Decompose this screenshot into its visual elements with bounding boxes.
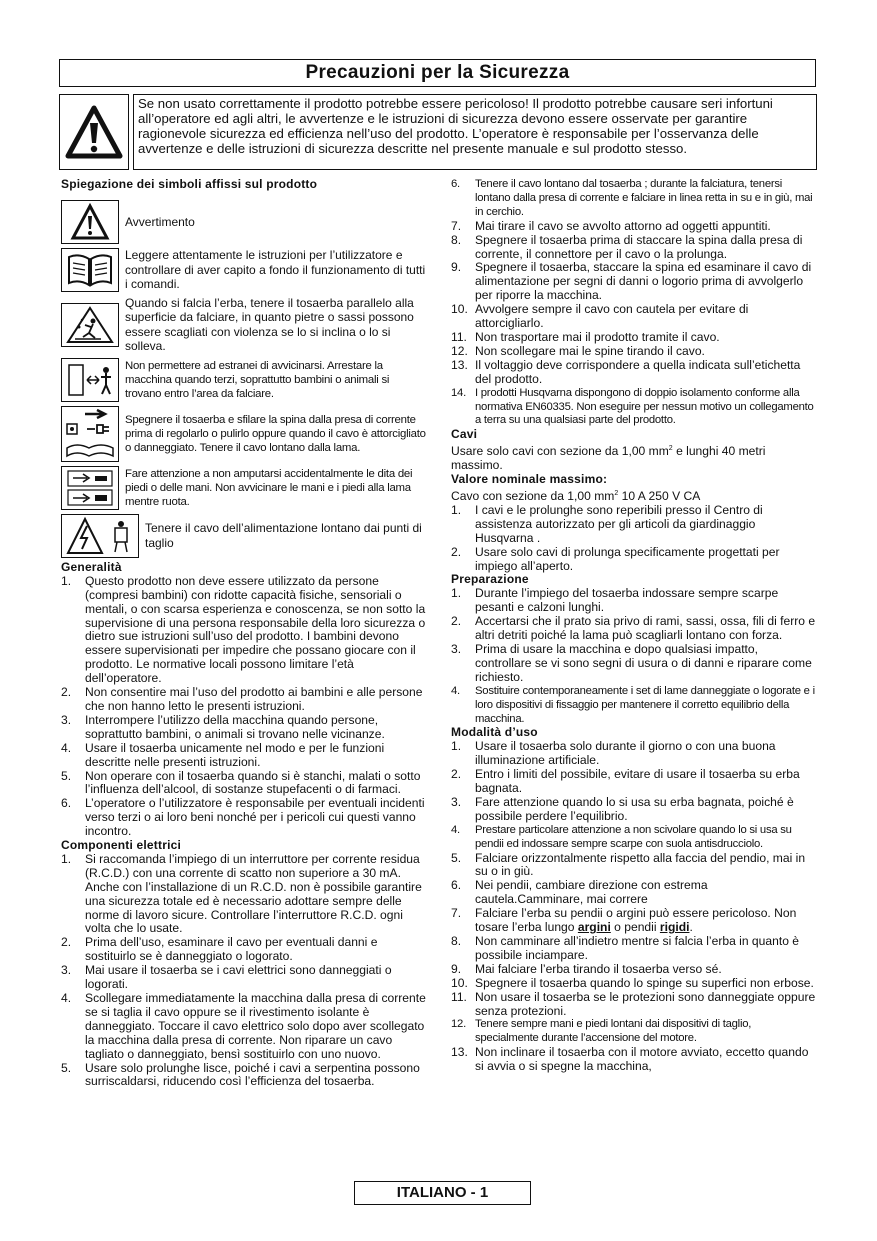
- modalita-heading: Modalità d’uso: [451, 725, 538, 740]
- componenti-list-right: [451, 178, 817, 428]
- list-item: 10. Spegnere il tosaerba quando lo spinge su superfici non erbose.: [451, 975, 814, 990]
- list-item: 6. Tenere il cavo lontano dal tosaerba ; durante la falciatura, tenersi lontano dalla presa di corrente e falciare in linea retta in su e in giù, mai in cerchio.: [451, 178, 813, 218]
- list-item: 4. Scollegare immediatamente la macchina dalla presa di corrente se si taglia il cavo oppure se il rivestimento isolante è danneggiato. Toccare il cavo elettrico solo dopo aver scollegato la macchina dalla presa di corrente. Non riparare un cavo tagliato o danneggiato, bensì sostituirlo con uno nuovo.: [61, 991, 426, 1061]
- list-item: 2. Entro i limiti del possibile, evitare di usare il tosaerba su erba bagnata.: [451, 767, 800, 796]
- symbol-text: Fare attenzione a non amputarsi accidentalmente le dita dei piedi o delle mani. Non avvicinare le mani e i piedi alla lama mentre ruota.: [125, 467, 413, 508]
- left-column: [61, 178, 428, 1089]
- electric-cable-icon: [61, 514, 139, 558]
- list-item: 14. I prodotti Husqvarna dispongono di doppio isolamento conforme alla normativa EN60335. Non eseguire per nessun motivo un collegamento a terra su una qualsiasi parte del prodotto.: [451, 386, 814, 427]
- warning-triangle-icon: [59, 94, 129, 170]
- symbol-row: [61, 200, 428, 244]
- cavi-heading: Cavi: [451, 427, 478, 442]
- list-item: 11. Non usare il tosaerba se le protezioni sono danneggiate oppure senza protezioni.: [451, 989, 816, 1018]
- symbol-row: [61, 466, 428, 510]
- valore-text: Cavo con sezione da 1,00 $mm^2$ 10 A 250 V CA: [451, 489, 701, 503]
- list-item: 11. Non trasportare mai il prodotto tramite il cavo.: [451, 329, 720, 344]
- list-item: 2. Usare solo cavi di prolunga specificamente progettati per impiego all’aperto.: [451, 544, 780, 573]
- list-item: 1. Durante l’impiego del tosaerba indossare sempre scarpe pesanti e calzoni lunghi.: [451, 586, 779, 615]
- list-item: 4. Sostituire contemporaneamente i set di lame danneggiate o logorate e i loro dispositivi di fissaggio per mantenere il corretto equilibrio della macchina.: [451, 684, 815, 725]
- symbol-row: [61, 406, 428, 462]
- page-title: Precauzioni per la Sicurezza: [59, 59, 816, 87]
- symbol-row: [61, 514, 428, 558]
- symbols-heading: Spiegazione dei simboli affissi sul prodotto: [61, 177, 318, 191]
- list-item: 3. Prima di usare la macchina e dopo qualsiasi impatto, controllare se vi sono segni di usura o di danni e riparare come richiesto.: [451, 641, 812, 684]
- generalita-heading: Generalità: [61, 559, 122, 574]
- generalita-list: [61, 575, 428, 839]
- warning-triangle-icon: [61, 200, 119, 244]
- list-item: 7. Mai tirare il cavo se avvolto attorno ad oggetti appuntiti.: [451, 218, 771, 233]
- page-footer: ITALIANO - 1: [354, 1181, 531, 1205]
- list-item: 9. Mai falciare l’erba tirando il tosaerba verso sé.: [451, 961, 722, 976]
- list-item: 5. Usare solo prolunghe lisce, poiché i cavi a serpentina possono surriscaldarsi, riducendo così l’efficienza del tosaerba.: [61, 1060, 420, 1089]
- list-item: 5. Non operare con il tosaerba quando si è stanchi, malati o sotto l’influenza dell’alcool, di sostanze stupefacenti o di farmaci.: [61, 768, 421, 797]
- list-item: 6. L’operatore o l’utilizzatore è responsabile per eventuali incidenti verso terzi o ai loro beni nonché per i pericoli cui questi vanno incontro.: [61, 796, 425, 839]
- list-item: 1. Si raccomanda l’impiego di un interruttore per corrente residua (R.C.D.) con una corrente di scatto non superiore a 30 mA. Anche con l’installazione di un R.C.D. non è possibile garantire una sicurezza totale ed è necessario adottare sempre delle norme di lavoro sicure. Controllare l’interruttore R.C.D. ogni volta che lo usate.: [61, 851, 422, 936]
- list-item: 9. Spegnere il tosaerba, staccare la spina ed esaminare il cavo di alimentazione per segni di danni o logorio prima di avvolgerlo per riporre la macchina.: [451, 260, 812, 303]
- list-item: 4. Prestare particolare attenzione a non scivolare quando lo si usa su pendii ed indossare sempre scarpe con suola antisdrucciolo.: [451, 823, 792, 850]
- symbol-row: [61, 248, 428, 292]
- list-item: 3. Fare attenzione quando lo si usa su erba bagnata, poiché è possibile perdere l’equilibrio.: [451, 794, 794, 823]
- preparazione-list: [451, 587, 817, 726]
- cavi-text: Usare solo cavi con sezione da 1,00 $mm^2$ e lunghi 40 metri massimo.: [451, 444, 766, 473]
- list-item: 8. Non camminare all’indietro mentre si falcia l’erba in quanto è possibile inciampare.: [451, 934, 800, 962]
- preparazione-heading: Preparazione: [451, 572, 529, 587]
- list-item: 5. Falciare orizzontalmente rispetto alla faccia del pendio, mai in su o in giù.: [451, 850, 806, 879]
- open-book-icon: [61, 248, 119, 292]
- keep-distance-icon: [61, 358, 119, 402]
- componenti-heading: Componenti elettrici: [61, 838, 182, 853]
- symbol-text: Tenere il cavo dell’alimentazione lontano dai punti di taglio: [145, 521, 422, 550]
- list-item: 1. Usare il tosaerba solo durante il giorno o con una buona illuminazione artificiale.: [451, 739, 776, 768]
- symbol-text: Avvertimento: [125, 214, 195, 229]
- intro-warning-text: Se non usato correttamente il prodotto potrebbe essere pericoloso! Il prodotto potrebbe causare seri infortuni all’operatore ed agli altri, le avvertenze e le istruzioni di sicurezza devono essere osservate per garantire ragionevole sicurezza ed efficienza nell’uso del prodotto. L’operatore è responsabile per l’osservanza delle avvertenze e delle istruzioni di sicurezza descritte nel presente manuale e sul prodotto stesso.: [133, 94, 817, 170]
- list-item: 12. Non scollegare mai le spine tirando il cavo.: [451, 343, 705, 358]
- symbol-row: [61, 296, 428, 354]
- flying-debris-icon: [61, 303, 119, 347]
- symbol-row: [61, 358, 428, 402]
- valore-heading: Valore nominale massimo:: [451, 472, 608, 487]
- list-item: 8. Spegnere il tosaerba prima di staccare la spina dalla presa di corrente, il connettore per il cavo o la prolunga.: [451, 232, 803, 261]
- list-item: 2. Prima dell’uso, esaminare il cavo per eventuali danni e sostituirlo se è danneggiato o logorato.: [61, 935, 378, 964]
- list-item: 1. I cavi e le prolunghe sono reperibili presso il Centro di assistenza autorizzato per gli articoli da giardinaggio Husqvarna .: [451, 502, 763, 545]
- list-item: 3. Mai usare il tosaerba se i cavi elettrici sono danneggiati o logorati.: [61, 963, 392, 992]
- list-item: 13. Non inclinare il tosaerba con il motore avviato, eccetto quando si avvia o si spegne la macchina,: [451, 1045, 809, 1074]
- list-item: 7. Falciare l’erba su pendii o argini può essere pericoloso. Non tosare l’erba lungo argini o pendii rigidi.: [451, 906, 797, 935]
- symbol-text: Spegnere il tosaerba e sfilare la spina dalla presa di corrente prima di regolarlo o pulirlo oppure quando il cavo è attorcigliato o danneggiato. Tenere il cavo lontano dalla lama.: [125, 413, 426, 454]
- list-item: 10. Avvolgere sempre il cavo con cautela per evitare di attorcigliarlo.: [451, 302, 749, 331]
- modalita-list: [451, 740, 817, 1074]
- blade-hand-foot-icon: [61, 466, 119, 510]
- list-item: 4. Usare il tosaerba unicamente nel modo e per le funzioni descritte nelle presenti istruzioni.: [61, 740, 385, 769]
- symbol-text: Non permettere ad estranei di avvicinarsi. Arrestare la macchina quando terzi, soprattutto bambini o animali si trovano entro l’area da falciare.: [125, 359, 390, 400]
- unplug-icon: [61, 406, 119, 462]
- list-item: 2. Non consentire mai l’uso del prodotto ai bambini e alle persone che non hanno letto le presenti istruzioni.: [61, 685, 423, 713]
- list-item: 6. Nei pendii, cambiare direzione con estrema cautela.Camminare, mai correre: [451, 878, 708, 907]
- valore-list: [451, 504, 817, 574]
- componenti-list-left: [61, 853, 428, 1089]
- symbol-text: Leggere attentamente le istruzioni per l’utilizzatore e controllare di aver capito a fondo il funzionamento di tutti i comandi.: [125, 248, 426, 292]
- list-item: 13. Il voltaggio deve corrispondere a quella indicata sull’etichetta del prodotto.: [451, 357, 801, 386]
- right-column: [451, 178, 817, 1074]
- list-item: 2. Accertarsi che il prato sia privo di rami, sassi, ossa, fili di ferro e altri detriti poiché la lama può scagliarli lontano con forza.: [451, 614, 816, 643]
- list-item: 12. Tenere sempre mani e piedi lontani dai dispositivi di taglio, specialmente durante l’accensione del motore.: [451, 1018, 752, 1045]
- symbol-text: Quando si falcia l’erba, tenere il tosaerba parallelo alla superficie da falciare, in quanto pietre o sassi possono essere scagliati con violenza se lo si inclina o lo si solleva.: [125, 295, 414, 354]
- list-item: 3. Interrompere l’utilizzo della macchina quando persone, soprattutto bambini, o animali si trovano nelle vicinanze.: [61, 712, 385, 741]
- list-item: 1. Questo prodotto non deve essere utilizzato da persone (compresi bambini) con ridotte capacità fisiche, sensoriali o mentali, o con scarsa esperienza e conoscenza, se non sotto la supervisione di una persona responsabile della loro sicurezza o dietro sue istruzioni sull’uso del prodotto. I bambini devono essere supervisionati per impedire che possano giocare con il prodotto. Le normative locali possono limitare l’età dell’operatore.: [61, 573, 426, 686]
